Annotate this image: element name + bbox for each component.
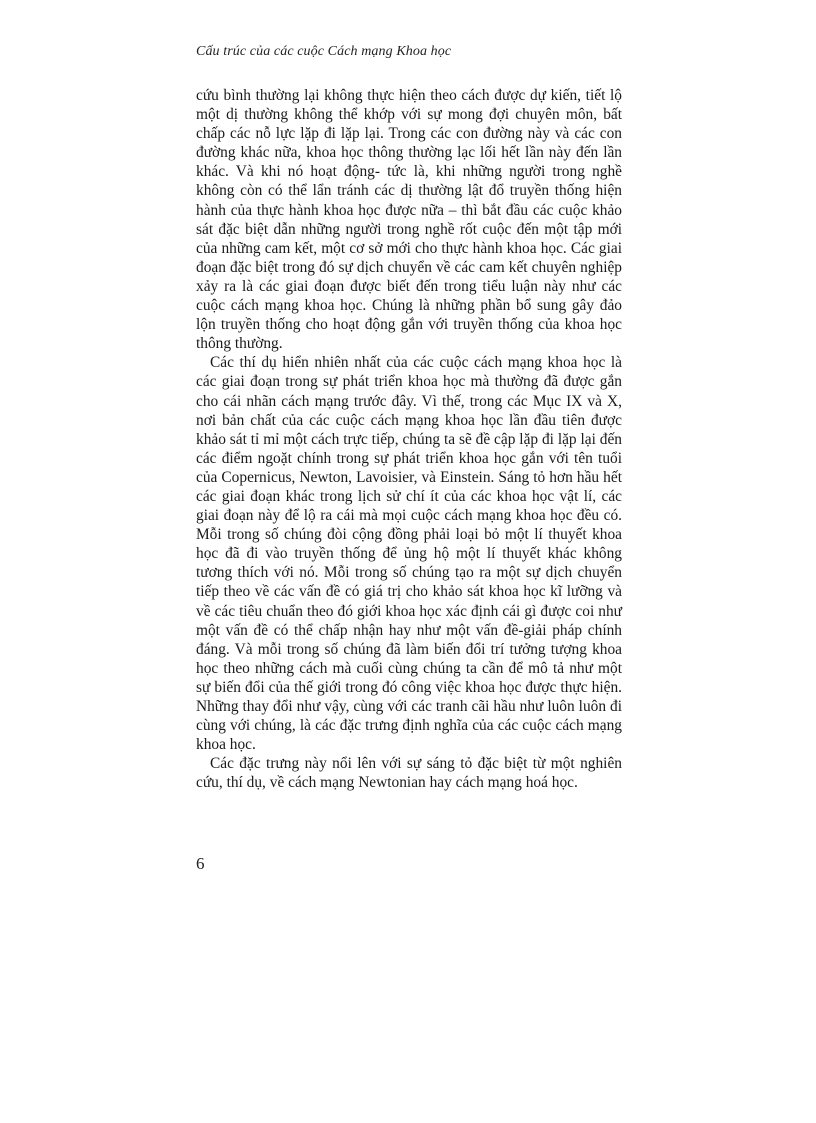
paragraph-continuation: cứu bình thường lại không thực hiện theo cách được dự kiến, tiết lộ một dị thường không thể khớp với sự mong đợi chuyên môn, bất chấp các nỗ lực lặp đi lặp lại. Trong các con đường này và các con đường khác nữa, khoa học thông thường lạc lối hết lần này đến lần khác. Và khi nó hoạt động- tức là, khi những người trong nghề không còn có thể lẩn tránh các dị thường lật đổ truyền thống hiện hành của thực hành khoa học được nữa – thì bắt đầu các cuộc khảo sát đặc biệt dẫn những người trong nghề rốt cuộc đến một tập mới của những cam kết, một cơ sở mới cho thực hành khoa học. Các giai đoạn đặc biệt trong đó sự dịch chuyển về các cam kết chuyên nghiệp xảy ra là các giai đoạn được biết đến trong tiểu luận này như các cuộc cách mạng khoa học. Chúng là những phần bổ sung gây đảo lộn truyền thống cho hoạt động gắn với truyền thống của khoa học thông thường. [196, 87, 622, 353]
running-header: Cấu trúc của các cuộc Cách mạng Khoa học [196, 44, 452, 59]
paragraph-characteristics: Các đặc trưng này nổi lên với sự sáng tỏ đặc biệt từ một nghiên cứu, thí dụ, về cách mạng Newtonian hay cách mạng hoá học. [196, 755, 622, 792]
body-text [196, 86, 622, 792]
paragraph-revolution-examples: Các thí dụ hiển nhiên nhất của các cuộc cách mạng khoa học là các giai đoạn trong sự phát triển khoa học mà thường đã được gắn cho cái nhãn cách mạng trước đây. Vì thế, trong các Mục IX và X, nơi bản chất của các cuộc cách mạng khoa học lần đầu tiên được khảo sát tỉ mỉ một cách trực tiếp, chúng ta sẽ đề cập lặp đi lặp lại đến các điểm ngoặt chính trong sự phát triển khoa học gắn với tên tuổi của Copernicus, Newton, Lavoisier, và Einstein. Sáng tỏ hơn hầu hết các giai đoạn khác trong lịch sử chí ít của các khoa học vật lí, các giai đoạn này để lộ ra cái mà mọi cuộc cách mạng khoa học đều có. Mỗi trong số chúng đòi cộng đồng phải loại bỏ một lí thuyết khoa học đã đi vào truyền thống để ủng hộ một lí thuyết khác không tương thích với nó. Mỗi trong số chúng tạo ra một sự dịch chuyển tiếp theo về các vấn đề có giá trị cho khảo sát khoa học kĩ lưỡng và về các tiêu chuẩn theo đó giới khoa học xác định cái gì được coi như một vấn đề có thể chấp nhận hay như một vấn đề-giải pháp chính đáng. Và mỗi trong số chúng đã làm biến đổi trí tưởng tượng khoa học theo những cách mà cuối cùng chúng ta cần để mô tả như một sự biến đổi của thế giới trong đó công việc khoa học được thực hiện. Những thay đổi như vậy, cùng với các tranh cãi hầu như luôn luôn đi cùng với chúng, là các đặc trưng định nghĩa của các cuộc cách mạng khoa học. [196, 354, 622, 754]
page-number: 6 [196, 854, 205, 873]
